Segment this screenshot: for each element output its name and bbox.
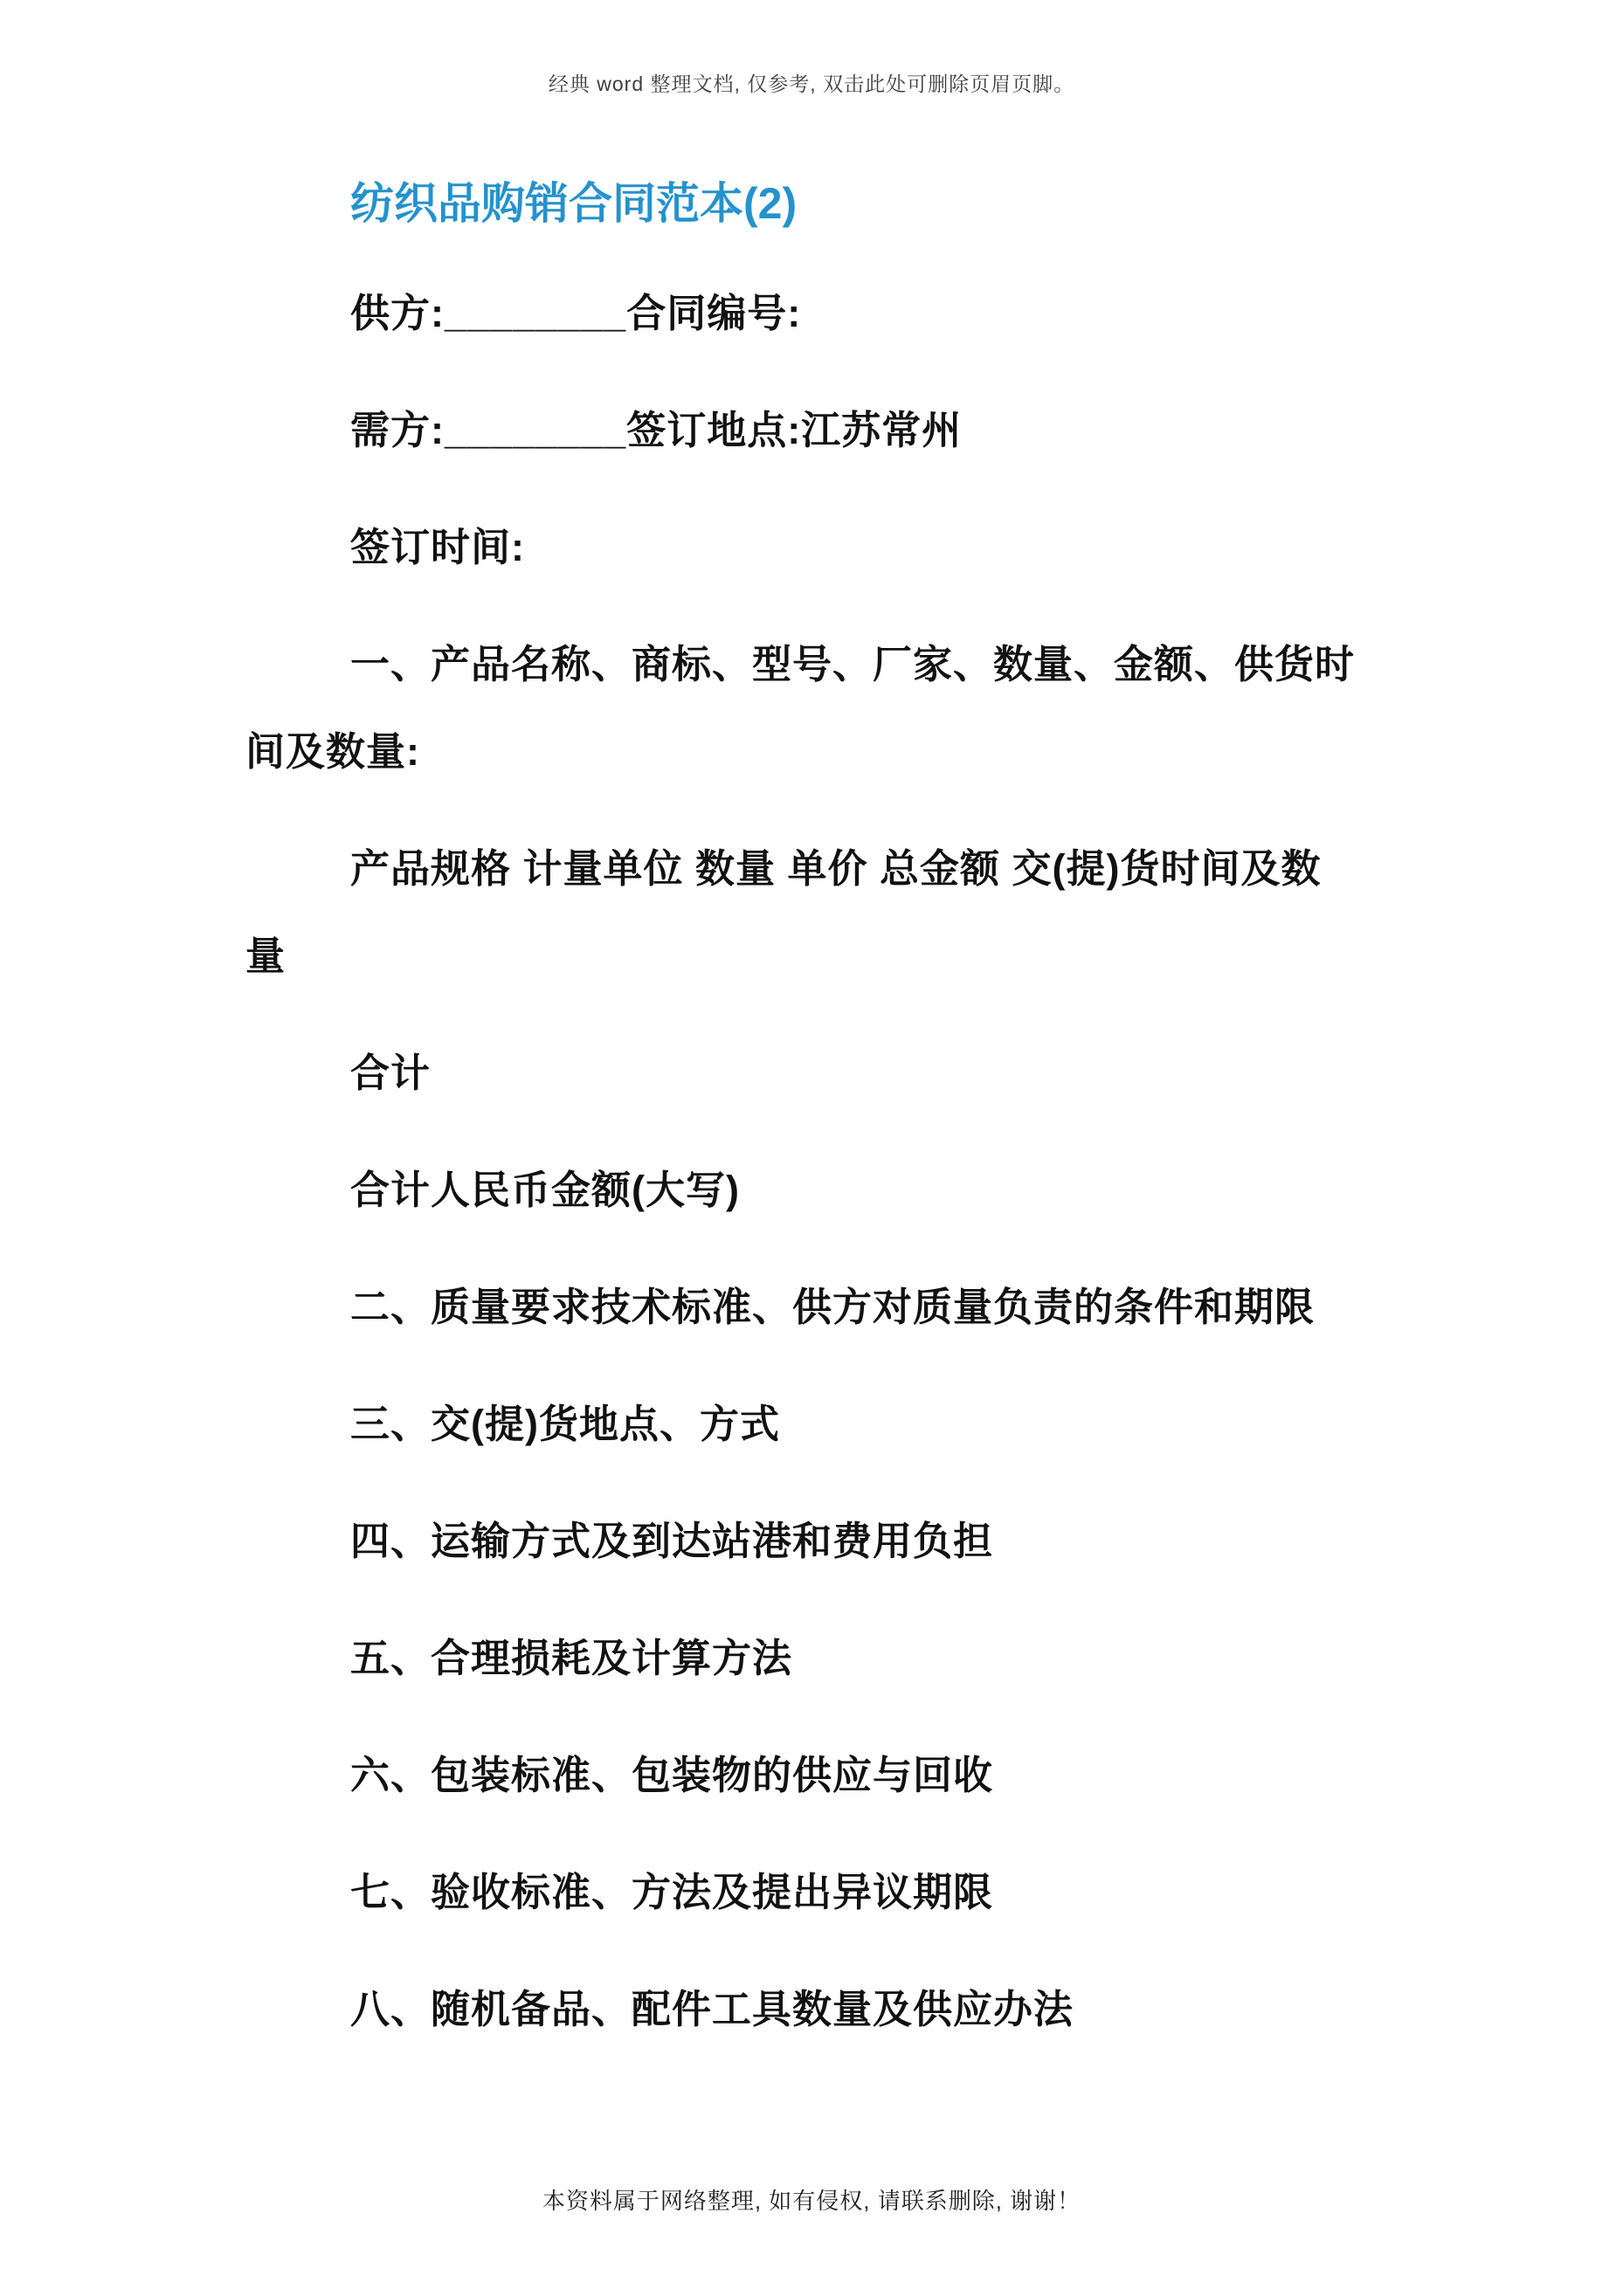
page-footer-note: 本资料属于网络整理, 如有侵权, 请联系删除, 谢谢！ (542, 2188, 1081, 2214)
paragraph-clause-6: 六、包装标准、包装物的供应与回收 (350, 1753, 994, 1797)
paragraph-clause-4: 四、运输方式及到达站港和费用负担 (350, 1519, 994, 1563)
paragraph-clause-2: 二、质量要求技术标准、供方对质量负责的条件和期限 (350, 1285, 1316, 1329)
paragraph-buyer-line: 需方:________签订地点:江苏常州 (350, 408, 963, 452)
paragraph-total-amount: 合计人民币金额(大写) (350, 1168, 740, 1212)
paragraph-total: 合计 (350, 1051, 432, 1095)
document-body (245, 179, 1399, 2083)
paragraph-clause-1: 一、产品名称、商标、型号、厂家、数量、金额、供货时 (350, 642, 1356, 686)
paragraph-signing-time: 签订时间: (350, 525, 525, 569)
paragraph-clause-3: 三、交(提)货地点、方式 (350, 1402, 780, 1446)
paragraph-clause-8: 八、随机备品、配件工具数量及供应办法 (350, 1987, 1074, 2031)
paragraph-spec-header-wrap: 量 (245, 934, 287, 978)
paragraph-clause-5: 五、合理损耗及计算方法 (350, 1636, 793, 1680)
paragraph-clause-7: 七、验收标准、方法及提出异议期限 (350, 1870, 994, 1914)
document-title: 纺织品购销合同范本(2) (350, 179, 798, 228)
paragraph-clause-1-wrap: 间及数量: (245, 729, 420, 774)
page-header-note: 经典 word 整理文档, 仅参考, 双击此处可删除页眉页脚。 (548, 72, 1075, 95)
paragraph-supplier-line: 供方:________合同编号: (350, 291, 802, 335)
paragraph-spec-header: 产品规格 计量单位 数量 单价 总金额 交(提)货时间及数 (350, 846, 1322, 891)
